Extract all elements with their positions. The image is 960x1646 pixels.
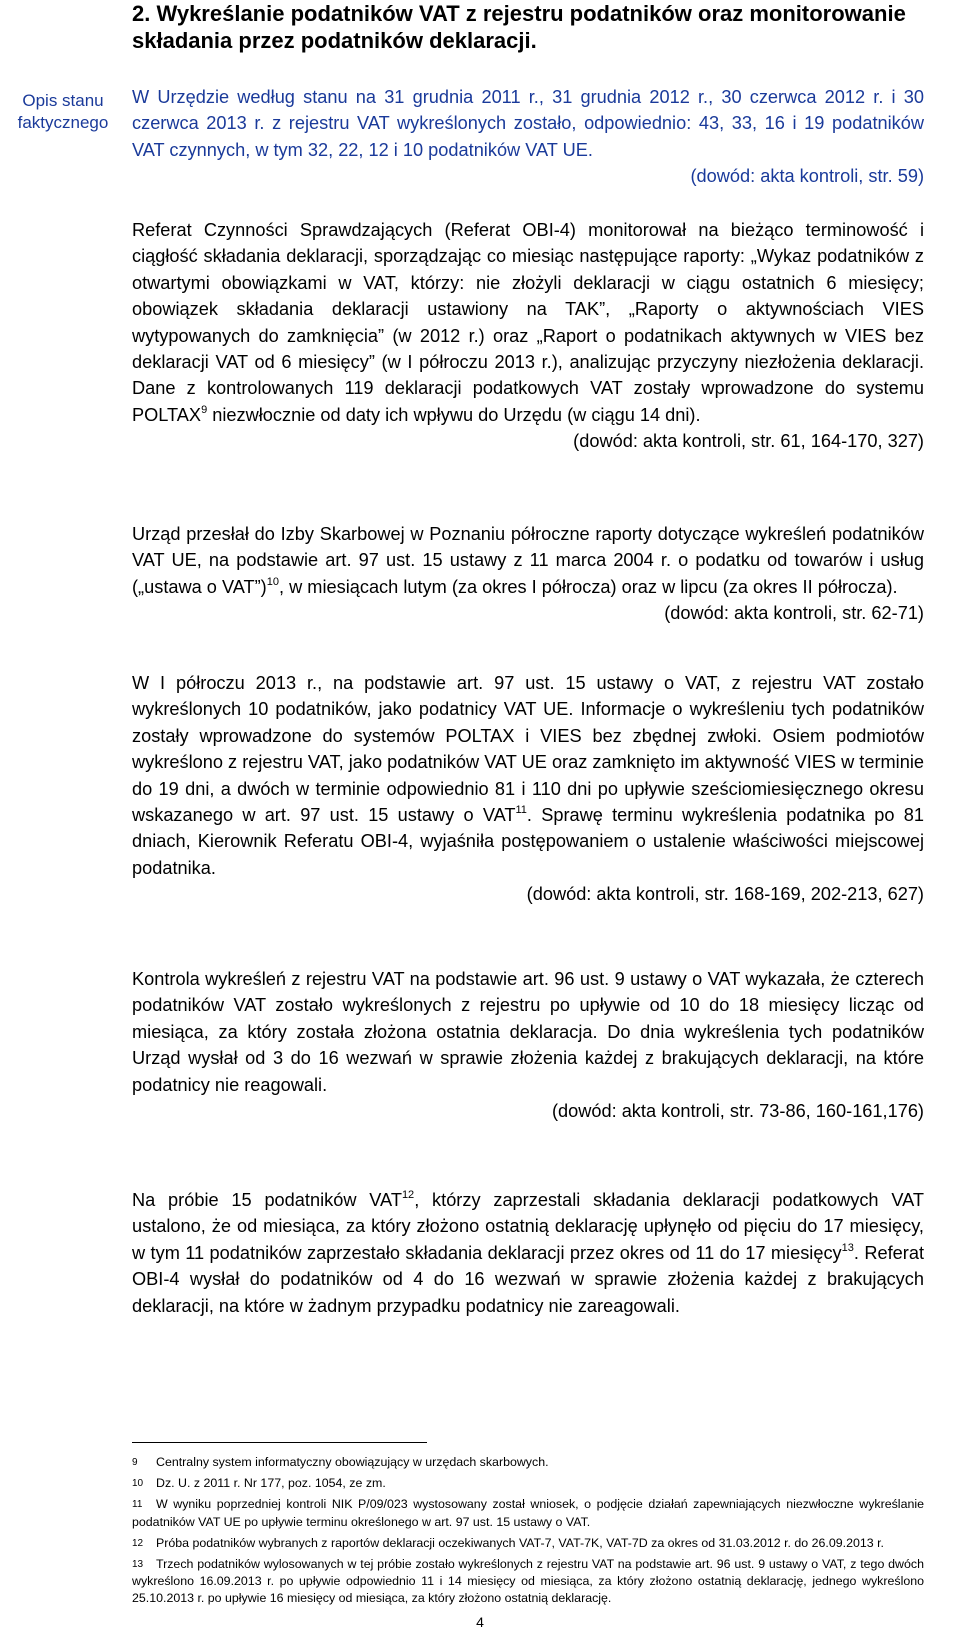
evidence-1: (dowód: akta kontroli, str. 59) bbox=[690, 166, 924, 187]
footnote-ref: 13 bbox=[841, 1241, 854, 1254]
evidence-3: (dowód: akta kontroli, str. 62-71) bbox=[664, 603, 924, 624]
footnote-ref: 11 bbox=[515, 803, 527, 816]
evidence-5: (dowód: akta kontroli, str. 73-86, 160-161,176) bbox=[551, 1101, 924, 1122]
paragraph-5: Kontrola wykreśleń z rejestru VAT na podstawie art. 96 ust. 9 ustawy o VAT wykazała, że czterech podatników VAT zostało wykreślonych z rejestru po upływie od 10 do 18 miesięcy licząc od miesiąca, za który została złożona ostatnia deklaracja. Do dnia wykreślenia tych podatników Urząd wysłał od 3 do 16 wezwań w sprawie złożenia każdej z brakujących deklaracji, na które podatnicy nie reagowali. bbox=[132, 969, 924, 1095]
paragraph-6: Na próbie 15 podatników VAT$^{12}$, którzy zaprzestali składania deklaracji podatkowych VAT ustalono, że od miesiąca, za który złożono ostatnią deklarację upłynęło od pięciu do 17 miesięcy, w tym 11 podatników zaprzestało składania deklaracji przez okres od 11 do 17 miesięcy$^{13}$. Referat OBI-4 wysłał do podatników od 4 do 16 wezwań w sprawie złożenia każdej z brakujących deklaracji, na które w żadnym przypadku podatnicy nie zareagowali. bbox=[132, 1188, 924, 1316]
block-3 bbox=[132, 521, 924, 627]
block-5 bbox=[132, 966, 924, 1124]
footnote-item: 11 W wyniku poprzedniej kontroli NIK P/09/023 wystosowany został wniosek, o podjęcie działań zapewniających niezwłoczne wykreślanie podatników VAT UE po upływie terminu określonego w art. 97 ust. 15 ustawy o VAT. bbox=[132, 1497, 924, 1529]
page-number: 4 bbox=[476, 1614, 484, 1630]
footnote-item: 12 Próba podatników wybranych z raportów deklaracji oczekiwanych VAT-7, VAT-7K, VAT-7D za okres od 31.03.2012 r. do 26.09.2013 r. bbox=[132, 1535, 884, 1550]
footnote-ref: 9 bbox=[201, 403, 208, 416]
section-heading: 2. Wykreślanie podatników VAT z rejestru podatników oraz monitorowanie składania przez podatników deklaracji. bbox=[132, 1, 906, 53]
block-4 bbox=[132, 670, 924, 908]
footnote-ref: 10 bbox=[266, 575, 279, 588]
paragraph-4: W I półroczu 2013 r., na podstawie art. 97 ust. 15 ustawy o VAT, z rejestru VAT zostało wykreślonych 10 podatników, jako podatnicy VAT UE. Informacje o wykreśleniu tych podatników zostały wprowadzone do systemów POLTAX i VIES bez zbędnej zwłoki. Osiem podmiotów wykreślono z rejestru VAT, jako podatników VAT UE oraz zamknięto im aktywność VIES w terminie do 19 dni, a dwóch w terminie odpowiednio 81 i 110 dni po upływie sześciomiesięcznego okresu wskazanego w art. 97 ust. 15 ustawy o VAT$^{11}$. Sprawę terminu wykreślenia podatnika po 81 dniach, Kierownik Referatu OBI-4, wyjaśniła postępowaniem o ustalenie właściwości miejscowej podatnika. bbox=[132, 673, 924, 878]
block-6 bbox=[132, 1187, 924, 1319]
sidebar-label: Opis stanu faktycznego bbox=[17, 91, 109, 132]
paragraph-1: W Urzędzie według stanu na 31 grudnia 2011 r., 31 grudnia 2012 r., 30 czerwca 2012 r. i 30 czerwca 2013 r. z rejestru VAT wykreślonych zostało, odpowiednio: 43, 33, 16 i 19 podatników VAT czynnych, w tym 32, 22, 12 i 10 podatników VAT UE. bbox=[132, 87, 924, 160]
evidence-4: (dowód: akta kontroli, str. 168-169, 202-213, 627) bbox=[526, 884, 924, 905]
footnote-separator bbox=[132, 1442, 427, 1443]
footnote-ref: 12 bbox=[401, 1188, 415, 1201]
block-2 bbox=[132, 217, 924, 455]
footnotes bbox=[132, 1454, 924, 1612]
block-1 bbox=[132, 84, 924, 190]
paragraph-2: Referat Czynności Sprawdzających (Referat OBI-4) monitorował na bieżąco terminowość i ciągłość składania deklaracji, sporządzając co miesiąc następujące raporty: „Wykaz podatników z otwartymi obowiązkami w VAT, którzy: nie złożyli deklaracji w ciągu ostatnich 6 miesięcy; obowiązek składania deklaracji ustawiony na TAK”, „Raporty o aktywnościach VIES wytypowanych do zamknięcia” (w 2012 r.) oraz „Raport o podatnikach aktywnych w VIES bez deklaracji VAT od 6 miesięcy” (w I półroczu 2013 r.), analizując przyczyny niezłożenia deklaracji. Dane z kontrolowanych 119 deklaracji podatkowych VAT zostały wprowadzone do systemu POLTAX$^9$ niezwłocznie od daty ich wpływu do Urzędu (w ciągu 14 dni). bbox=[132, 220, 924, 425]
footnote-item: 9 Centralny system informatyczny obowiązujący w urzędach skarbowych. bbox=[132, 1455, 549, 1469]
paragraph-3: Urząd przesłał do Izby Skarbowej w Poznaniu półroczne raporty dotyczące wykreśleń podatników VAT UE, na podstawie art. 97 ust. 15 ustawy z 11 marca 2004 r. o podatku od towarów i usług („ustawa o VAT”)$^{10}$, w miesiącach lutym (za okres I półrocza) oraz w lipcu (za okres II półrocza). bbox=[132, 524, 924, 597]
evidence-2: (dowód: akta kontroli, str. 61, 164-170, 327) bbox=[573, 431, 924, 452]
footnote-item: 13 Trzech podatników wylosowanych w tej próbie zostało wykreślonych z rejestru VAT na podstawie art. 96 ust. 9 ustawy o VAT, z tego dwóch wykreślono 16.09.2013 r. po upływie odpowiednio 11 i 14 miesięcy od miesiąca, za który złożono ostatnią deklarację, jednego wykreślono 25.10.2013 r. po upływie 16 miesięcy od miesiąca, za który złożono ostatnią deklarację. bbox=[132, 1557, 924, 1606]
footnote-item: 10 Dz. U. z 2011 r. Nr 177, poz. 1054, ze zm. bbox=[132, 1476, 386, 1491]
